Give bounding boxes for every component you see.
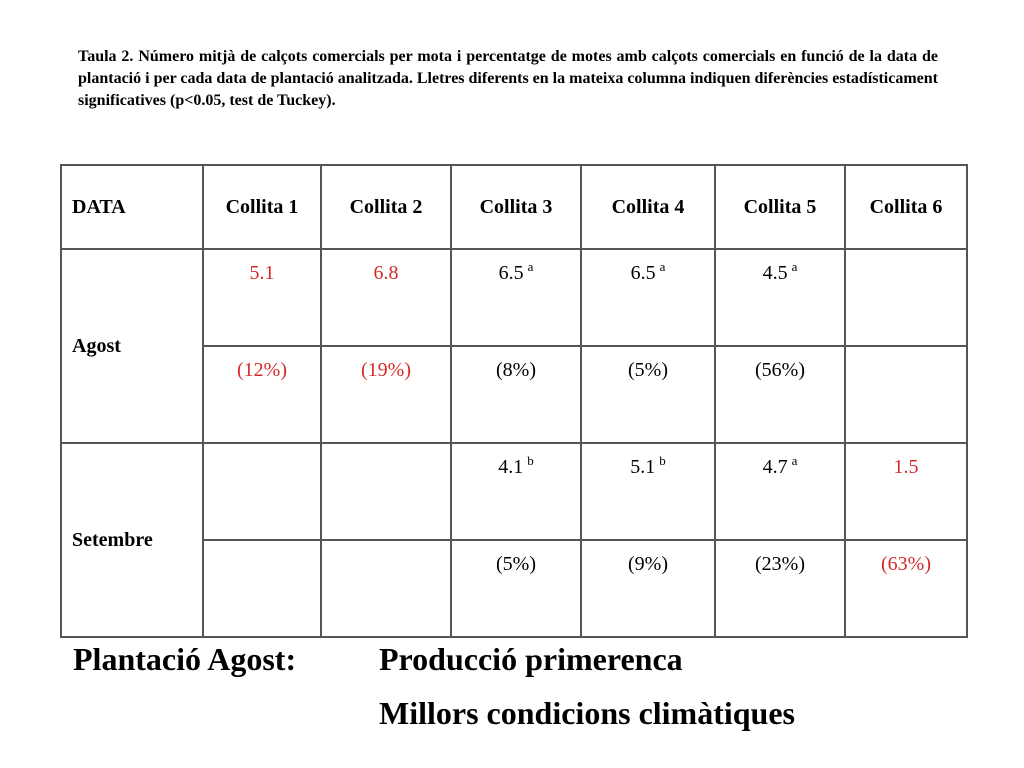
note-text-1: Producció primerenca: [379, 641, 683, 677]
percent-cell: (56%): [715, 346, 845, 443]
value-text: 6.5: [498, 262, 524, 284]
value-text: 6.8: [373, 262, 399, 284]
results-table-body: [61, 165, 967, 637]
value-text: 5.1: [249, 262, 275, 284]
column-header-collita-3: Collita 3: [451, 165, 581, 249]
column-header-data: DATA: [61, 165, 203, 249]
value-text: 6.5: [630, 262, 656, 284]
value-cell: [845, 443, 967, 540]
note-label: Plantació Agost:: [73, 641, 297, 677]
value-cell: [715, 249, 845, 346]
value-text: 5.1: [630, 456, 656, 478]
significance-letter: a: [659, 259, 666, 275]
table-header-row: [61, 165, 967, 249]
percent-cell: (9%): [581, 540, 715, 637]
value-cell: [845, 249, 967, 346]
percent-cell: (23%): [715, 540, 845, 637]
significance-letter: b: [527, 453, 534, 469]
value-cell: [203, 443, 321, 540]
percent-cell: (12%): [203, 346, 321, 443]
column-header-collita-6: Collita 6: [845, 165, 967, 249]
value-cell: [321, 249, 451, 346]
column-header-collita-2: Collita 2: [321, 165, 451, 249]
significance-letter: b: [659, 453, 666, 469]
percent-cell: (63%): [845, 540, 967, 637]
table-caption: Taula 2. Número mitjà de calçots comercials per mota i percentatge de motes amb calçots comercials en funció de la data de plantació i per cada data de plantació analitzada. Lletres diferents en la mateixa columna indiquen diferències estadísticament significatives (p<0.05, test de Tuckey).: [78, 48, 938, 109]
value-text: 4.5: [762, 262, 788, 284]
results-table: [60, 164, 968, 638]
percent-cell: (19%): [321, 346, 451, 443]
table-row: [61, 443, 967, 540]
column-header-collita-1: Collita 1: [203, 165, 321, 249]
value-cell: [321, 443, 451, 540]
value-cell: [581, 443, 715, 540]
value-cell: [203, 249, 321, 346]
percent-cell: [321, 540, 451, 637]
row-label: Agost: [61, 249, 203, 443]
column-header-collita-4: Collita 4: [581, 165, 715, 249]
column-header-collita-5: Collita 5: [715, 165, 845, 249]
value-text: 4.7: [762, 456, 788, 478]
value-cell: [451, 249, 581, 346]
table-row: [61, 249, 967, 346]
percent-cell: [845, 346, 967, 443]
note-text-2: Millors condicions climàtiques: [379, 695, 795, 731]
percent-cell: [203, 540, 321, 637]
percent-cell: (5%): [581, 346, 715, 443]
value-cell: [715, 443, 845, 540]
row-label: Setembre: [61, 443, 203, 637]
significance-letter: a: [791, 453, 798, 469]
value-text: 1.5: [893, 456, 919, 478]
value-cell: [451, 443, 581, 540]
percent-cell: (8%): [451, 346, 581, 443]
value-cell: [581, 249, 715, 346]
significance-letter: a: [527, 259, 534, 275]
value-text: 4.1: [498, 456, 524, 478]
significance-letter: a: [791, 259, 798, 275]
percent-cell: (5%): [451, 540, 581, 637]
